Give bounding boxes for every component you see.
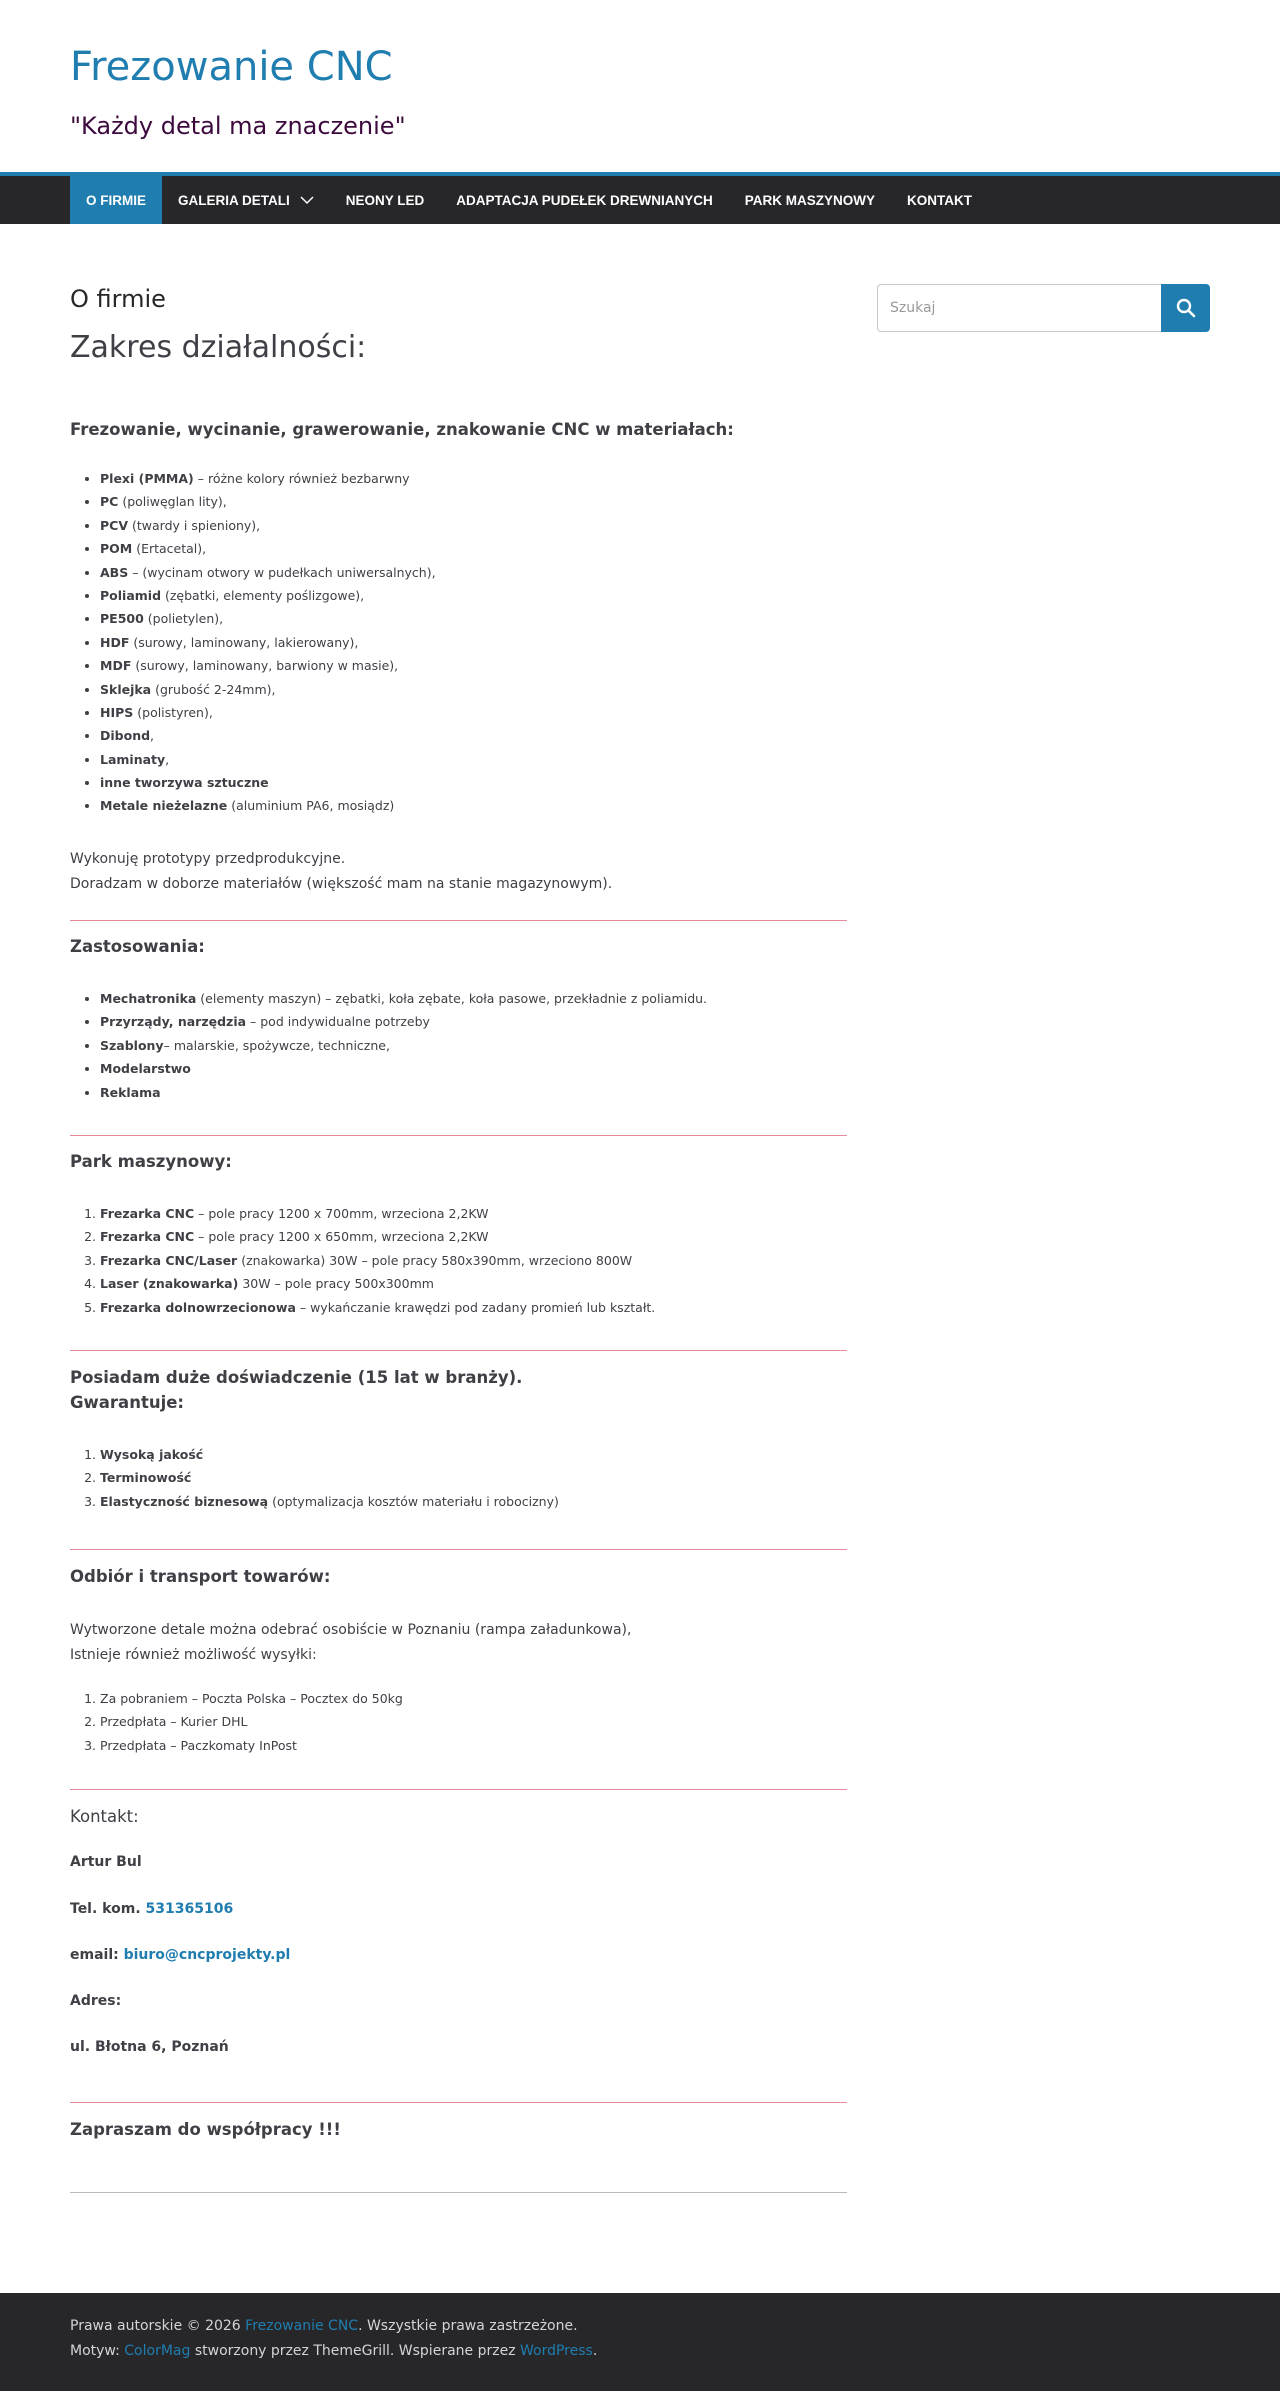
list-item-bold: POM	[100, 541, 133, 557]
machines-heading: Park maszynowy:	[70, 1152, 232, 1171]
page-title: O firmie	[70, 285, 166, 313]
chevron-down-icon	[300, 195, 314, 205]
list-item-bold: Mechatronika	[100, 991, 197, 1006]
list-item-bold: Terminowość	[100, 1470, 192, 1486]
list-item-bold: HIPS	[100, 704, 134, 720]
address-label: Adres:	[70, 1993, 122, 2009]
list-item-text: (znakowarka) 30W – pole pracy 580x390mm, wrzeciono 800W	[237, 1252, 633, 1268]
list-item	[100, 724, 847, 747]
nav-item-neony-led[interactable]: NEONY LED	[345, 192, 425, 208]
list-item	[100, 701, 847, 724]
main-navigation	[0, 172, 1280, 224]
copyright-suffix: . Wszystkie prawa zastrzeżone.	[358, 2318, 578, 2334]
list-item	[100, 514, 847, 537]
list-item-bold: Metale nieżelazne	[100, 798, 228, 814]
divider	[70, 2102, 847, 2103]
list-item	[100, 1057, 847, 1080]
list-item	[100, 1466, 847, 1489]
nav-item-label: GALERIA DETALI	[178, 192, 290, 208]
theme-prefix: Motyw:	[70, 2343, 120, 2359]
theme-middle: stworzony przez ThemeGrill. Wspierane przez	[194, 2343, 516, 2359]
list-item-text: (Ertacetal),	[132, 541, 207, 557]
nav-item-adaptacja-pudelek[interactable]: ADAPTACJA PUDEŁEK DREWNIANYCH	[456, 192, 713, 208]
list-item-text: (elementy maszyn) – zębatki, koła zębate, koła pasowe, przekładnie z poliamidu.	[196, 991, 708, 1006]
email-label: email:	[70, 1947, 119, 1963]
transport-line-2: Istnieje również możliwość wysyłki:	[70, 1647, 317, 1663]
list-item-bold: Modelarstwo	[100, 1061, 191, 1077]
search-input[interactable]	[877, 284, 1161, 332]
list-item-text: ,	[150, 728, 155, 744]
contact-phone-line	[70, 1901, 233, 1917]
divider	[70, 1549, 847, 1550]
list-item-bold: Poliamid	[100, 587, 162, 603]
list-item-bold: Plexi (PMMA)	[100, 471, 194, 486]
list-item-text: (twardy i spieniony),	[128, 517, 261, 533]
uses-heading: Zastosowania:	[70, 937, 205, 956]
phone-link[interactable]: 531365106	[145, 1901, 234, 1917]
list-item	[100, 1272, 847, 1295]
list-item-text: (zębatki, elementy poślizgowe),	[161, 587, 365, 603]
nav-item-kontakt[interactable]: KONTAKT	[907, 192, 973, 208]
theme-credit-line	[70, 2343, 597, 2359]
list-item	[100, 631, 847, 654]
site-header	[0, 0, 1280, 172]
list-item-bold: Wysoką jakość	[100, 1447, 204, 1462]
divider	[70, 2192, 847, 2193]
divider	[70, 1789, 847, 1790]
list-item-text: 30W – pole pracy 500x300mm	[238, 1276, 434, 1292]
transport-line-1: Wytworzone detale można odebrać osobiście w Poznaniu (rampa załadunkowa),	[70, 1622, 632, 1638]
scope-heading: Zakres działalności:	[70, 330, 367, 365]
list-item-text: – (wycinam otwory w pudełkach uniwersalnych),	[128, 564, 436, 580]
list-item	[100, 1034, 847, 1057]
footer-site-link[interactable]: Frezowanie CNC	[245, 2318, 359, 2334]
copyright-prefix: Prawa autorskie © 2026	[70, 2318, 241, 2334]
site-footer	[0, 2293, 1280, 2391]
search-icon	[1176, 298, 1196, 318]
list-item-bold: PCV	[100, 517, 129, 533]
list-item-bold: Reklama	[100, 1084, 161, 1100]
list-item-text: – pod indywidualne potrzeby	[246, 1014, 430, 1030]
list-item-text: (polistyren),	[133, 704, 213, 720]
uses-list	[70, 987, 847, 1104]
list-item	[100, 607, 847, 630]
list-item-bold: Szablony	[100, 1037, 164, 1053]
contact-email-line	[70, 1947, 290, 1963]
shipping-list	[70, 1687, 847, 1757]
list-item-bold: Laminaty	[100, 751, 166, 767]
list-item-bold: Frezarka CNC	[100, 1229, 195, 1245]
list-item	[100, 1296, 847, 1319]
list-item-bold: PE500	[100, 611, 144, 627]
divider	[70, 920, 847, 921]
list-item-text: – pole pracy 1200 x 650mm, wrzeciona 2,2KW	[194, 1229, 489, 1245]
list-item	[100, 1010, 847, 1033]
list-item-bold: PC	[100, 494, 119, 510]
theme-suffix: .	[592, 2343, 598, 2359]
list-item-bold: Laser (znakowarka)	[100, 1276, 239, 1292]
list-item-bold: inne tworzywa sztuczne	[100, 775, 269, 791]
contact-heading: Kontakt:	[70, 1807, 139, 1826]
list-item-text: (surowy, laminowany, lakierowany),	[129, 634, 359, 650]
list-item-text: – malarskie, spożywcze, techniczne,	[163, 1037, 390, 1053]
site-tagline: "Każdy detal ma znaczenie"	[70, 112, 406, 140]
list-item	[100, 1443, 847, 1466]
list-item	[100, 467, 847, 490]
list-item-bold: Frezarka CNC/Laser	[100, 1252, 238, 1268]
nav-item-o-firmie[interactable]: O FIRMIE	[70, 176, 162, 224]
wordpress-link[interactable]: WordPress	[520, 2343, 593, 2359]
list-item	[100, 1490, 847, 1513]
copyright-line	[70, 2318, 578, 2334]
list-item	[100, 1249, 847, 1272]
list-item: 1. Za pobraniem – Poczta Polska – Pocztex do 50kg	[100, 1687, 847, 1710]
divider	[70, 1135, 847, 1136]
search-form	[877, 284, 1210, 332]
list-item	[100, 771, 847, 794]
experience-heading: Posiadam duże doświadczenie (15 lat w branży).	[70, 1368, 523, 1387]
list-item	[100, 1202, 847, 1225]
guarantee-heading: Gwarantuje:	[70, 1393, 185, 1412]
materials-list	[70, 467, 847, 818]
theme-link[interactable]: ColorMag	[124, 2343, 191, 2359]
list-item	[100, 490, 847, 513]
list-item-text: – wykańczanie krawędzi pod zadany promień lub kształt.	[295, 1299, 656, 1315]
search-button[interactable]	[1161, 284, 1210, 332]
list-item-bold: HDF	[100, 634, 130, 650]
list-item-bold: MDF	[100, 658, 132, 674]
list-item-text: (grubość 2-24mm),	[151, 681, 276, 697]
phone-label: Tel. kom.	[70, 1901, 141, 1917]
list-item-text: ,	[165, 751, 170, 767]
prototypes-line-1: Wykonuję prototypy przedprodukcyjne.	[70, 851, 346, 867]
list-item: 3. Przedpłata – Paczkomaty InPost	[100, 1734, 847, 1757]
list-item-text: (poliwęglan lity),	[118, 494, 227, 510]
list-item-text: (surowy, laminowany, barwiony w masie),	[131, 658, 399, 674]
list-item	[100, 1081, 847, 1104]
list-item-text: – różne kolory również bezbarwny	[193, 471, 410, 486]
machines-list	[70, 1202, 847, 1319]
list-item-bold: Sklejka	[100, 681, 152, 697]
list-item-text: (optymalizacja kosztów materiału i robocizny)	[268, 1493, 559, 1509]
nav-item-galeria-detali[interactable]	[162, 176, 330, 224]
list-item-text: (polietylen),	[143, 611, 224, 627]
transport-heading: Odbiór i transport towarów:	[70, 1567, 331, 1586]
list-item-text: – pole pracy 1200 x 700mm, wrzeciona 2,2KW	[194, 1206, 489, 1221]
list-item-bold: Frezarka CNC	[100, 1206, 195, 1221]
list-item	[100, 654, 847, 677]
list-item	[100, 794, 847, 817]
list-item-bold: ABS	[100, 564, 129, 580]
list-item-bold: Dibond	[100, 728, 151, 744]
invite-text: Zapraszam do współpracy !!!	[70, 2120, 341, 2139]
list-item: 2. Przedpłata – Kurier DHL	[100, 1710, 847, 1733]
divider	[70, 1350, 847, 1351]
guarantees-list	[70, 1443, 847, 1513]
prototypes-line-2: Doradzam w doborze materiałów (większość mam na stanie magazynowym).	[70, 876, 613, 892]
site-title-link[interactable]: Frezowanie CNC	[70, 44, 393, 90]
list-item-bold: Przyrządy, narzędzia	[100, 1014, 247, 1030]
list-item	[100, 987, 847, 1010]
list-item	[100, 748, 847, 771]
list-item	[100, 561, 847, 584]
list-item	[100, 537, 847, 560]
list-item	[100, 678, 847, 701]
list-item	[100, 1225, 847, 1248]
address: ul. Błotna 6, Poznań	[70, 2039, 229, 2055]
list-item-bold: Elastyczność biznesową	[100, 1493, 269, 1509]
email-link[interactable]: biuro@cncprojekty.pl	[123, 1947, 291, 1963]
contact-name: Artur Bul	[70, 1854, 142, 1870]
list-item-text: (aluminium PA6, mosiądz)	[227, 798, 395, 814]
nav-item-park-maszynowy[interactable]: PARK MASZYNOWY	[744, 192, 876, 208]
materials-heading: Frezowanie, wycinanie, grawerowanie, znakowanie CNC w materiałach:	[70, 420, 734, 439]
list-item-bold: Frezarka dolnowrzecionowa	[100, 1299, 296, 1315]
list-item	[100, 584, 847, 607]
